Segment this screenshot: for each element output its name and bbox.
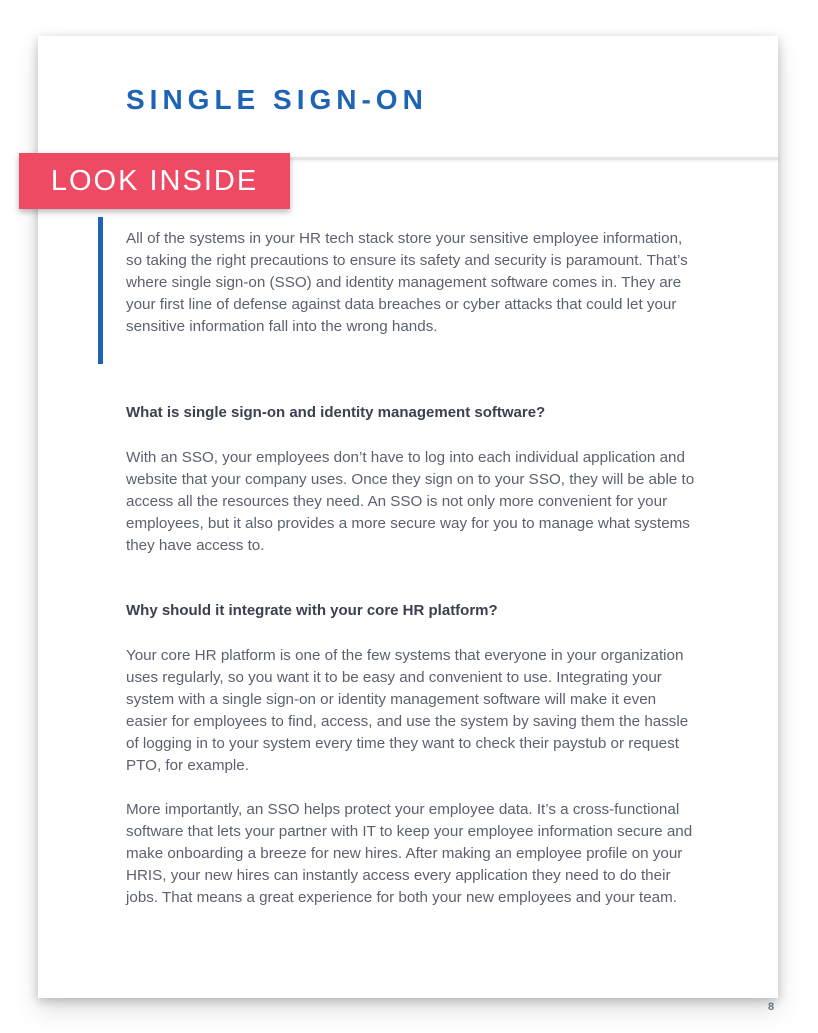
intro-paragraph: All of the systems in your HR tech stack store your sensitive employee information, so taking the right precautions to ensure its safety and security is paramount. That’s where single sign-on (SSO) and identity management software comes in. They are your first line of defense against data breaches or cyber attacks that could let your sensitive information fall into the wrong hands.: [126, 230, 688, 335]
intro-accent-bar: [98, 217, 103, 364]
section-paragraph-what-is-sso: With an SSO, your employees don’t have to log into each individual application and website that your company uses. Once they sign on to your SSO, they will be able to access all the resources they need. An SSO is not only more convenient for your employees, but it also provides a more secure way for you to manage what systems they have access to.: [126, 449, 695, 554]
section-paragraph-why-integrate-2: More importantly, an SSO helps protect your employee data. It’s a cross-functional software that lets your partner with IT to keep your employee information secure and make onboarding a breeze for new hires. After making an employee profile on your HRIS, your new hires can instantly access every application they need to do their jobs. That means a great experience for both your new employees and your team.: [126, 801, 693, 906]
page-header: [38, 36, 778, 158]
section-heading-what-is-sso: What is single sign-on and identity management software?: [126, 404, 546, 421]
look-inside-banner: LOOK INSIDE: [19, 153, 290, 209]
section-paragraph-why-integrate-1: Your core HR platform is one of the few systems that everyone in your organization uses regularly, so you want it to be easy and convenient to use. Integrating your system with a single sign-on or identity management software will make it even easier for employees to find, access, and use the system by saving them the hassle of logging in to your system every time they want to check their paystub or request PTO, for example.: [126, 647, 689, 774]
page-title: SINGLE SIGN-ON: [126, 84, 428, 115]
page-number: 8: [768, 1001, 775, 1013]
section-heading-why-integrate: Why should it integrate with your core HR platform?: [126, 602, 498, 619]
